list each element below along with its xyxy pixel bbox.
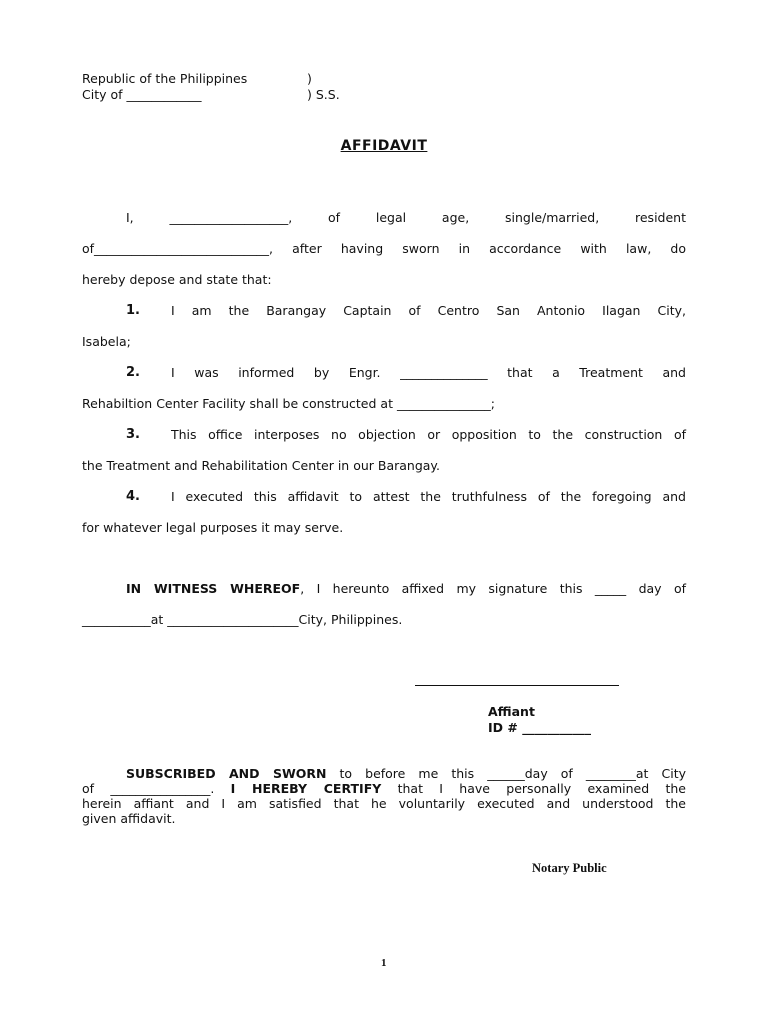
jurat-line-1 (126, 766, 686, 782)
item-3-line-2: the Treatment and Rehabilitation Center in our Barangay. (82, 458, 441, 473)
item-3-number: 3. (126, 427, 140, 442)
item-4-number: 4. (126, 489, 140, 504)
city-line: City of ____________ (82, 87, 202, 102)
witness-line-2: ___________at _____________________City, Philippines. (82, 612, 403, 627)
jurat-line-3: herein affiant and I am satisfied that he voluntarily executed and understood the (82, 796, 686, 811)
jurat-bold-1: SUBSCRIBED AND SWORN (126, 766, 327, 781)
jurat-line-2 (82, 781, 686, 797)
intro-line-2: of____________________________, after having sworn in accordance with law, do (82, 241, 686, 256)
item-2-line-2: Rehabiltion Center Facility shall be constructed at _______________; (82, 396, 495, 411)
jurat-line-2b: that I have personally examined the (381, 781, 687, 796)
jurat-rest-1: to before me this ______day of ________at City (326, 766, 686, 781)
witness-line-1 (126, 581, 686, 597)
item-4-line-2: for whatever legal purposes it may serve. (82, 520, 344, 535)
jurat-line-4: given affidavit. (82, 811, 176, 826)
venue-paren: ) (307, 71, 312, 86)
item-1-line-1: I am the Barangay Captain of Centro San Antonio Ilagan City, (171, 303, 686, 318)
intro-line-1: I, ___________________, of legal age, single/married, resident (126, 210, 686, 225)
page-number: 1 (381, 957, 387, 969)
affiant-id: ID # ___________ (488, 720, 591, 735)
jurat-line-2a: of ________________. (82, 781, 231, 796)
item-3-line-1: This office interposes no objection or opposition to the construction of (171, 427, 686, 442)
affiant-signature-line (415, 685, 619, 686)
item-2-number: 2. (126, 365, 140, 380)
republic-line: Republic of the Philippines (82, 71, 248, 86)
document-title: AFFIDAVIT (340, 138, 428, 154)
item-1-number: 1. (126, 303, 140, 318)
item-2-line-1: I was informed by Engr. ______________ that a Treatment and (171, 365, 686, 380)
notary-public-label: Notary Public (532, 861, 607, 875)
item-4-line-1: I executed this affidavit to attest the truthfulness of the foregoing and (171, 489, 686, 504)
item-1-line-2: Isabela; (82, 334, 131, 349)
jurat-bold-2: I HEREBY CERTIFY (230, 781, 382, 796)
ss-line: ) S.S. (307, 87, 340, 102)
witness-bold: IN WITNESS WHEREOF (126, 581, 301, 596)
affiant-label: Affiant (488, 704, 535, 719)
witness-rest: , I hereunto affixed my signature this _____ day of (300, 581, 687, 596)
intro-line-3: hereby depose and state that: (82, 272, 272, 287)
